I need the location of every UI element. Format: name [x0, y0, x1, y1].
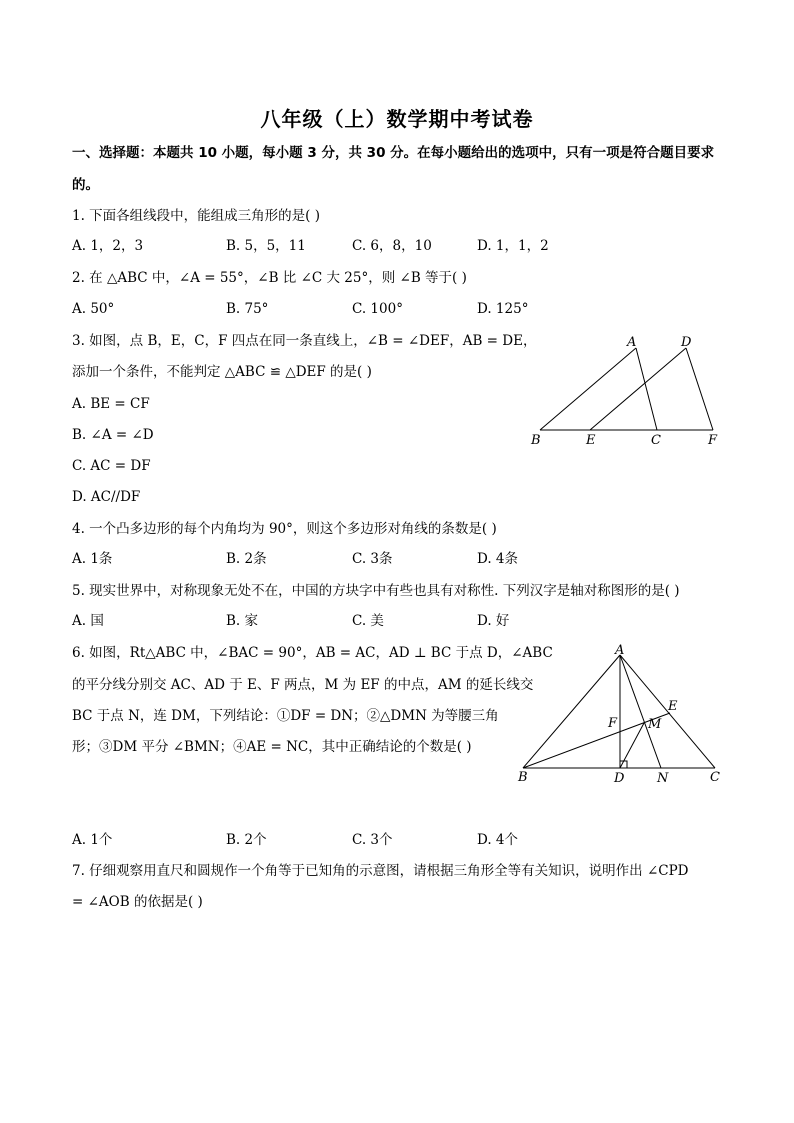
label-d: D — [681, 335, 692, 350]
segment-ac — [636, 348, 657, 430]
question-6-stem-line-3: BC 于点 N，连 DM，下列结论：①DF = DN；②△DMN 为等腰三角 — [72, 708, 499, 724]
question-1-option-b: B. 5，5，11 — [226, 238, 306, 254]
question-6-option-b: B. 2个 — [226, 832, 267, 848]
question-3-option-c: C. AC = DF — [72, 458, 151, 474]
question-5-option-c: C. 美 — [352, 613, 384, 629]
label-a: A — [615, 643, 625, 658]
label-n: N — [657, 771, 669, 786]
label-c: C — [710, 770, 720, 785]
question-3-option-b: B. ∠A = ∠D — [72, 427, 154, 443]
label-a: A — [627, 335, 637, 350]
segment-df — [686, 348, 713, 430]
label-b: B — [518, 770, 528, 785]
label-e: E — [668, 699, 678, 714]
question-6-stem-line-1: 6. 如图，Rt△ABC 中，∠BAC = 90°，AB = AC，AD ⊥ BC 于点 D，∠ABC — [72, 645, 553, 661]
question-1-stem: 1. 下面各组线段中，能组成三角形的是( ) — [72, 208, 320, 224]
question-3-option-d: D. AC//DF — [72, 489, 141, 505]
page-title: 八年级（上）数学期中考试卷 — [260, 107, 534, 131]
section-instruction-line-2: 的。 — [72, 177, 99, 193]
segment-an — [620, 655, 661, 768]
question-5-option-d: D. 好 — [477, 613, 510, 629]
question-3-stem-line-1: 3. 如图，点 B，E，C，F 四点在同一条直线上，∠B = ∠DEF，AB = DE， — [72, 333, 537, 349]
question-5-stem: 5. 现实世界中，对称现象无处不在，中国的方块字中有些也具有对称性. 下列汉字是轴对称图形的是( ) — [72, 583, 680, 599]
label-f: F — [708, 433, 718, 448]
label-c: C — [651, 433, 661, 448]
label-m: M — [648, 717, 662, 732]
question-7-stem-line-1: 7. 仔细观察用直尺和圆规作一个角等于已知角的示意图，请根据三角形全等有关知识，说明作出 ∠CPD — [72, 863, 689, 879]
question-1-option-a: A. 1，2，3 — [72, 238, 144, 254]
segment-de — [590, 348, 686, 430]
question-7-stem-line-2: = ∠AOB 的依据是( ) — [72, 894, 203, 910]
question-6-option-a: A. 1个 — [72, 832, 113, 848]
section-instruction-line-1: 一、选择题：本题共 10 小题，每小题 3 分，共 30 分。在每小题给出的选项中，只有一项是符合题目要求 — [72, 145, 715, 161]
label-f: F — [608, 716, 618, 731]
question-6-stem-line-4: 形；③DM 平分 ∠BMN；④AE = NC，其中正确结论的个数是( ) — [72, 739, 472, 755]
question-1-option-d: D. 1，1，2 — [477, 238, 549, 254]
question-4-option-a: A. 1条 — [72, 551, 113, 567]
label-b: B — [531, 433, 541, 448]
question-2-option-b: B. 75° — [226, 301, 269, 317]
question-2-option-d: D. 125° — [477, 301, 529, 317]
question-5-option-b: B. 家 — [226, 613, 259, 629]
question-4-stem: 4. 一个凸多边形的每个内角均为 90°，则这个多边形对角线的条数是( ) — [72, 521, 497, 537]
question-6-stem-line-2: 的平分线分别交 AC、AD 于 E、F 两点，M 为 EF 的中点，AM 的延长线交 — [72, 677, 534, 693]
question-6-option-c: C. 3个 — [352, 832, 393, 848]
question-3-figure — [520, 330, 730, 450]
segment-ab — [523, 655, 620, 768]
question-1-option-c: C. 6，8，10 — [352, 238, 432, 254]
segment-ab — [540, 348, 636, 430]
question-6-figure — [510, 640, 728, 790]
question-2-option-a: A. 50° — [72, 301, 115, 317]
question-3-option-a: A. BE = CF — [72, 396, 150, 412]
question-4-option-d: D. 4条 — [477, 551, 519, 567]
label-e: E — [586, 433, 596, 448]
question-4-option-b: B. 2条 — [226, 551, 267, 567]
question-3-stem-line-2: 添加一个条件，不能判定 △ABC ≌ △DEF 的是( ) — [72, 364, 372, 380]
label-d: D — [614, 771, 625, 786]
question-4-option-c: C. 3条 — [352, 551, 393, 567]
question-6-option-d: D. 4个 — [477, 832, 519, 848]
question-5-option-a: A. 国 — [72, 613, 104, 629]
question-2-option-c: C. 100° — [352, 301, 403, 317]
question-2-stem: 2. 在 △ABC 中，∠A = 55°，∠B 比 ∠C 大 25°，则 ∠B 等于( ) — [72, 270, 467, 286]
